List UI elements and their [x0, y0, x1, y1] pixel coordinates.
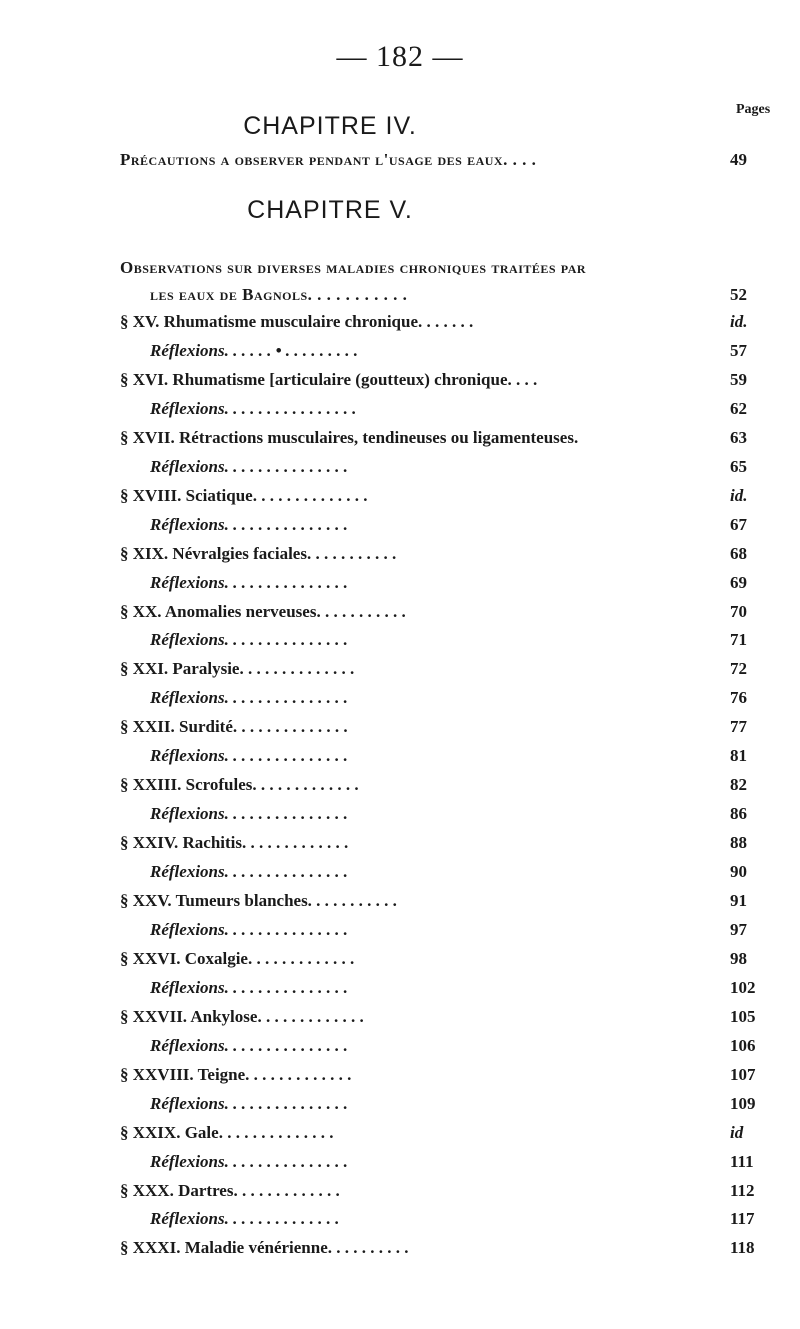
toc-entry	[0, 511, 800, 539]
page-number: — 182 —	[336, 40, 464, 73]
toc-entry	[0, 829, 800, 857]
toc-intro-line-2	[0, 281, 800, 309]
toc-entry-page: 72	[730, 659, 747, 679]
toc-section-text: § XXI. Paralysie. . . . . . . . . . . . . .	[120, 659, 355, 679]
toc-entry-page: 65	[730, 456, 747, 476]
toc-entry	[0, 626, 800, 654]
toc-entry-page: 76	[730, 688, 747, 708]
toc-entry-page: 118	[730, 1238, 755, 1258]
toc-entry	[0, 1119, 800, 1147]
toc-section-text: § XVII. Rétractions musculaires, tendineuses ou ligamenteuses.	[120, 427, 579, 447]
pages-column-label: Pages	[736, 102, 771, 117]
toc-reflexions-text: Réflexions. . . . . . . . . . . . . . .	[150, 688, 348, 708]
toc-entry	[0, 146, 800, 174]
toc-reflexions-text: Réflexions. . . . . . • . . . . . . . . .	[150, 340, 359, 360]
toc-entry-page: 81	[730, 746, 747, 766]
toc-entry	[0, 1032, 800, 1060]
toc-entry	[0, 684, 800, 712]
toc-entry-page: 52	[730, 285, 747, 304]
toc-entry-page: 111	[730, 1151, 754, 1171]
toc-entry-page: 91	[730, 891, 747, 910]
toc-entry-page: 67	[730, 514, 747, 534]
toc-reflexions-text: Réflexions. . . . . . . . . . . . . .	[150, 1209, 340, 1229]
toc-reflexions-text: Réflexions. . . . . . . . . . . . . . .	[150, 804, 348, 824]
toc-entry-page: 68	[730, 543, 747, 563]
chapter-5-title: CHAPITRE V.	[247, 196, 413, 224]
toc-entry	[0, 655, 800, 683]
toc-section-text: § XXIX. Gale. . . . . . . . . . . . . .	[120, 1122, 334, 1142]
toc-entry-page: 117	[730, 1209, 755, 1229]
toc-entry	[0, 598, 800, 626]
toc-entry	[0, 395, 800, 423]
toc-entry	[0, 337, 800, 365]
toc-reflexions-text: Réflexions. . . . . . . . . . . . . . .	[150, 630, 348, 650]
toc-entry-page: 77	[730, 717, 747, 737]
toc-entry-page: 112	[730, 1180, 755, 1200]
toc-reflexions-text: Réflexions. . . . . . . . . . . . . . .	[150, 919, 348, 939]
toc-section-text: § XVIII. Sciatique. . . . . . . . . . . . . .	[120, 485, 368, 505]
toc-entry-page: id.	[730, 312, 748, 331]
toc-entry-text: Observations sur diverses maladies chroniques traitées par	[120, 258, 587, 277]
toc-entry-page: 98	[730, 948, 747, 968]
toc-entry-page: 102	[730, 977, 756, 997]
toc-section-text: § XIX. Névralgies faciales. . . . . . . . . . .	[120, 543, 397, 563]
toc-entry	[0, 453, 800, 481]
toc-entry-page: 49	[730, 150, 747, 169]
toc-section-text: § XXXI. Maladie vénérienne. . . . . . . . . .	[120, 1238, 409, 1258]
toc-reflexions-text: Réflexions. . . . . . . . . . . . . . .	[150, 1035, 348, 1055]
toc-entry	[0, 974, 800, 1002]
toc-entry-page: 90	[730, 862, 747, 882]
toc-entry-page: 105	[730, 1006, 756, 1026]
toc-entry	[0, 1205, 800, 1233]
toc-entry-page: 82	[730, 775, 747, 795]
toc-reflexions-text: Réflexions. . . . . . . . . . . . . . .	[150, 514, 348, 534]
toc-entry	[0, 1148, 800, 1176]
toc-entry	[0, 1090, 800, 1118]
toc-entry-page: id.	[730, 485, 748, 505]
toc-entry-page: 106	[730, 1035, 756, 1055]
toc-entry	[0, 858, 800, 886]
toc-entry	[0, 308, 800, 336]
toc-section-text: § XVI. Rhumatisme [articulaire (goutteux) chronique. . . .	[120, 369, 538, 389]
toc-entry-page: 70	[730, 601, 747, 621]
toc-entry	[0, 424, 800, 452]
toc-reflexions-text: Réflexions. . . . . . . . . . . . . . .	[150, 746, 348, 766]
toc-section-text: § XXVII. Ankylose. . . . . . . . . . . . .	[120, 1006, 364, 1026]
toc-entry	[0, 1234, 800, 1262]
toc-entry-page: 69	[730, 572, 747, 592]
toc-section-text: § XXII. Surdité. . . . . . . . . . . . . .	[120, 717, 348, 737]
toc-entry-page: 57	[730, 340, 747, 360]
toc-intro-line-1	[0, 254, 800, 282]
toc-entry-text: les eaux de Bagnols. . . . . . . . . . .	[150, 285, 408, 304]
toc-entry-page: 59	[730, 369, 747, 389]
toc-entry-page: 63	[730, 427, 747, 447]
toc-reflexions-text: Réflexions. . . . . . . . . . . . . . .	[150, 1151, 348, 1171]
toc-entry-page: 86	[730, 804, 747, 824]
toc-section-text: § XXIII. Scrofules. . . . . . . . . . . . .	[120, 775, 359, 795]
toc-entry	[0, 800, 800, 828]
toc-entry	[0, 1003, 800, 1031]
toc-section-text: § XX. Anomalies nerveuses. . . . . . . . . . .	[120, 601, 406, 621]
toc-section-text: § XXX. Dartres. . . . . . . . . . . . .	[120, 1180, 340, 1200]
toc-entry	[0, 887, 800, 915]
toc-entry-page: 109	[730, 1093, 756, 1113]
toc-section-text: § XXIV. Rachitis. . . . . . . . . . . . .	[120, 833, 349, 853]
toc-entry	[0, 366, 800, 394]
toc-entry	[0, 945, 800, 973]
toc-section-text: § XV. Rhumatisme musculaire chronique. . . . . . .	[120, 312, 474, 331]
toc-section-text: § XXVI. Coxalgie. . . . . . . . . . . . .	[120, 948, 355, 968]
toc-reflexions-text: Réflexions. . . . . . . . . . . . . . .	[150, 1093, 348, 1113]
toc-entry	[0, 916, 800, 944]
toc-entry	[0, 771, 800, 799]
toc-entry-page: 97	[730, 919, 747, 939]
chapter-4-title: CHAPITRE IV.	[243, 112, 417, 140]
toc-section-text: § XXVIII. Teigne. . . . . . . . . . . . .	[120, 1064, 352, 1084]
toc-entry	[0, 1061, 800, 1089]
toc-reflexions-text: Réflexions. . . . . . . . . . . . . . .	[150, 977, 348, 997]
toc-entry-page: id	[730, 1122, 744, 1142]
toc-entry	[0, 713, 800, 741]
toc-reflexions-text: Réflexions. . . . . . . . . . . . . . .	[150, 862, 348, 882]
toc-entry	[0, 482, 800, 510]
toc-reflexions-text: Réflexions. . . . . . . . . . . . . . .	[150, 456, 348, 476]
toc-entry-page: 88	[730, 833, 747, 853]
toc-reflexions-text: Réflexions. . . . . . . . . . . . . . .	[150, 572, 348, 592]
toc-entry-page: 71	[730, 630, 747, 650]
toc-entry-page: 107	[730, 1064, 756, 1084]
toc-entry	[0, 540, 800, 568]
toc-entry-text: Précautions a observer pendant l'usage des eaux. . . .	[120, 150, 537, 169]
toc-entry	[0, 742, 800, 770]
toc-reflexions-text: Réflexions. . . . . . . . . . . . . . . .	[150, 398, 357, 418]
toc-entry-page: 62	[730, 398, 747, 418]
toc-entry	[0, 569, 800, 597]
toc-entry	[0, 1177, 800, 1205]
toc-section-text: § XXV. Tumeurs blanches. . . . . . . . . . .	[120, 891, 397, 910]
